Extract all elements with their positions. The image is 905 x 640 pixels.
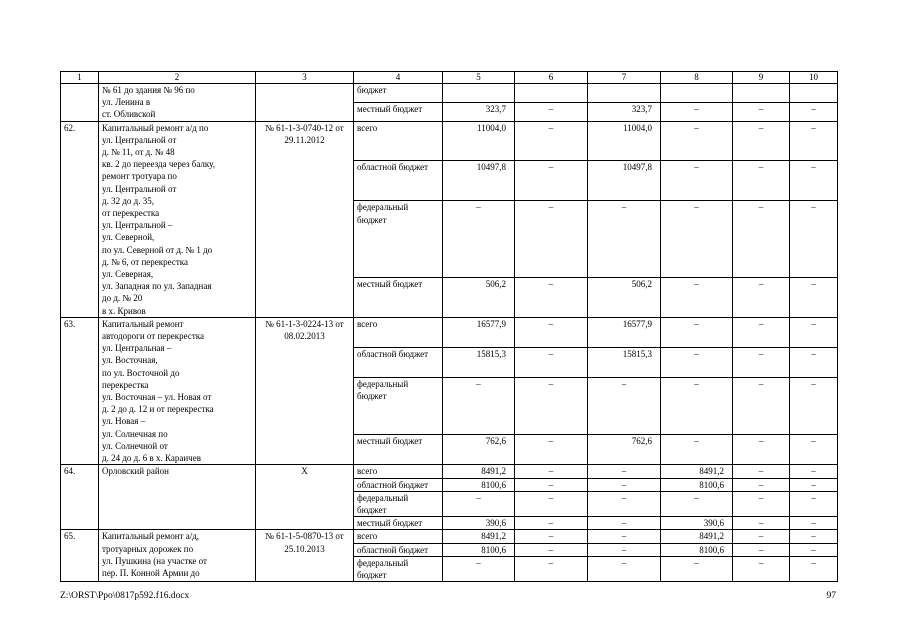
value-cell: – bbox=[733, 317, 790, 347]
value-cell: – bbox=[515, 102, 588, 121]
value-cell: – bbox=[515, 317, 588, 347]
value-cell: – bbox=[588, 478, 661, 491]
value-cell: – bbox=[661, 102, 733, 121]
value-cell bbox=[588, 84, 661, 103]
value-cell: – bbox=[515, 161, 588, 201]
funding-type-cell bbox=[354, 317, 443, 347]
value-cell: – bbox=[515, 435, 588, 465]
text-line: Капитальный ремонт bbox=[102, 318, 184, 329]
text-line: всего bbox=[357, 318, 378, 329]
value-cell: 390,6 bbox=[661, 517, 733, 530]
funding-type-cell: местный бюджет bbox=[354, 102, 443, 121]
value-cell: 8491,2 bbox=[661, 530, 733, 543]
text-line: ул. Центральная – bbox=[102, 343, 172, 354]
text-line: автодороги от перекрестка bbox=[102, 331, 205, 342]
value-cell: 10497,8 bbox=[443, 161, 515, 201]
value-cell: 506,2 bbox=[443, 277, 515, 317]
text-line: всего bbox=[357, 466, 378, 477]
document-cell bbox=[256, 121, 354, 317]
value-cell: – bbox=[515, 543, 588, 556]
value-cell: – bbox=[790, 465, 838, 478]
value-cell: – bbox=[790, 517, 838, 530]
value-cell: – bbox=[515, 347, 588, 377]
column-header: 8 bbox=[661, 72, 733, 84]
budget-table bbox=[60, 71, 838, 582]
value-cell bbox=[443, 84, 515, 103]
text-line: в х. Кривов bbox=[102, 305, 146, 316]
value-cell: – bbox=[790, 530, 838, 543]
table-row bbox=[61, 530, 838, 543]
value-cell: 762,6 bbox=[443, 435, 515, 465]
text-line: ул. Солнечная по bbox=[102, 428, 168, 439]
text-line: местный бюджет bbox=[357, 518, 423, 529]
value-cell: 16577,9 bbox=[588, 317, 661, 347]
column-header: 7 bbox=[588, 72, 661, 84]
value-cell: – bbox=[661, 556, 733, 581]
value-cell: – bbox=[790, 556, 838, 581]
object-name-cell bbox=[99, 530, 256, 582]
text-line: бюджет bbox=[357, 569, 387, 580]
column-header: 6 bbox=[515, 72, 588, 84]
value-cell: – bbox=[733, 377, 790, 435]
document-cell bbox=[256, 317, 354, 464]
text-line: федеральный bbox=[357, 378, 409, 389]
text-line: ул. Пушкина (на участке от bbox=[102, 555, 207, 566]
value-cell: 8100,6 bbox=[443, 478, 515, 491]
text-line: д. 32 до д. 35, bbox=[102, 195, 154, 206]
value-cell: 8100,6 bbox=[661, 478, 733, 491]
value-cell: – bbox=[443, 491, 515, 516]
text-line: Х bbox=[301, 466, 308, 477]
value-cell: 390,6 bbox=[443, 517, 515, 530]
object-name-cell bbox=[99, 121, 256, 317]
value-cell: – bbox=[733, 435, 790, 465]
value-cell: – bbox=[515, 517, 588, 530]
text-line: областной бюджет bbox=[357, 162, 429, 173]
value-cell: – bbox=[790, 491, 838, 516]
text-line: Капитальный ремонт а/д, bbox=[102, 531, 200, 542]
text-line: № 61-1-3-0740-12 от bbox=[265, 122, 344, 133]
value-cell: – bbox=[588, 491, 661, 516]
value-cell: – bbox=[515, 491, 588, 516]
text-line: ул. Солнечной от bbox=[102, 440, 168, 451]
value-cell: – bbox=[515, 377, 588, 435]
column-header: 1 bbox=[61, 72, 99, 84]
text-line: ул. Центральной от bbox=[102, 134, 177, 145]
value-cell: – bbox=[790, 102, 838, 121]
value-cell: – bbox=[790, 277, 838, 317]
value-cell: 762,6 bbox=[588, 435, 661, 465]
page-number: 97 bbox=[826, 591, 836, 601]
funding-type-cell: бюджет bbox=[354, 84, 443, 103]
value-cell: – bbox=[515, 121, 588, 161]
text-line: областной бюджет bbox=[357, 348, 429, 359]
table-row bbox=[61, 121, 838, 161]
value-cell: – bbox=[733, 161, 790, 201]
value-cell: – bbox=[733, 102, 790, 121]
value-cell: – bbox=[661, 491, 733, 516]
value-cell: – bbox=[661, 435, 733, 465]
value-cell: – bbox=[515, 465, 588, 478]
text-line: д. № 6, от перекрестка bbox=[102, 256, 189, 267]
text-line: ул. Северная, bbox=[102, 269, 154, 280]
text-line: пер. П. Конной Армии до bbox=[102, 567, 200, 578]
value-cell: – bbox=[661, 201, 733, 278]
text-line: по ул. Восточной до bbox=[102, 367, 180, 378]
funding-type-cell bbox=[354, 161, 443, 201]
funding-type-cell bbox=[354, 435, 443, 465]
column-header: 2 bbox=[99, 72, 256, 84]
funding-type-cell bbox=[354, 491, 443, 516]
text-line: ул. Восточная – ул. Новая от bbox=[102, 392, 212, 403]
text-line: всего bbox=[357, 122, 378, 133]
value-cell: 8491,2 bbox=[443, 530, 515, 543]
text-line: от перекрестка bbox=[102, 208, 160, 219]
value-cell: – bbox=[661, 161, 733, 201]
value-cell bbox=[790, 84, 838, 103]
text-line: № 61-1-3-0224-13 от bbox=[265, 318, 344, 329]
value-cell: – bbox=[588, 556, 661, 581]
text-line: 08.02.2013 bbox=[284, 331, 325, 342]
value-cell: – bbox=[790, 347, 838, 377]
value-cell: – bbox=[515, 201, 588, 278]
value-cell: – bbox=[790, 317, 838, 347]
text-line: перекрестка bbox=[102, 379, 149, 390]
funding-type-cell bbox=[354, 377, 443, 435]
value-cell: – bbox=[733, 465, 790, 478]
text-line: ул. Западная по ул. Западная bbox=[102, 281, 212, 292]
funding-type-cell bbox=[354, 201, 443, 278]
value-cell: – bbox=[790, 201, 838, 278]
funding-type-cell bbox=[354, 556, 443, 581]
text-line: ст. Обливской bbox=[102, 109, 156, 120]
value-cell: 8491,2 bbox=[661, 465, 733, 478]
value-cell: 506,2 bbox=[588, 277, 661, 317]
value-cell: – bbox=[443, 556, 515, 581]
text-line: местный бюджет bbox=[357, 436, 423, 447]
funding-type-cell bbox=[354, 465, 443, 478]
object-name-cell bbox=[99, 84, 256, 122]
column-header: 5 bbox=[443, 72, 515, 84]
text-line: д. 24 до д. 6 в х. Караичев bbox=[102, 453, 201, 464]
text-line: бюджет bbox=[357, 214, 387, 225]
value-cell: – bbox=[661, 317, 733, 347]
table-row bbox=[61, 465, 838, 478]
value-cell: – bbox=[790, 377, 838, 435]
value-cell: – bbox=[733, 517, 790, 530]
document-cell bbox=[256, 530, 354, 582]
value-cell: – bbox=[588, 377, 661, 435]
table-row bbox=[61, 317, 838, 347]
value-cell: – bbox=[661, 347, 733, 377]
text-line: д. 2 до д. 12 и от перекрестка bbox=[102, 404, 214, 415]
value-cell: – bbox=[733, 530, 790, 543]
value-cell: – bbox=[661, 121, 733, 161]
text-line: № 61 до здания № 96 по bbox=[102, 85, 195, 95]
value-cell bbox=[515, 84, 588, 103]
text-line: Орловский район bbox=[102, 466, 169, 477]
text-line: ул. Ленина в bbox=[102, 97, 151, 108]
value-cell: – bbox=[733, 121, 790, 161]
value-cell: – bbox=[733, 491, 790, 516]
text-line: ул. Новая – bbox=[102, 416, 146, 427]
value-cell: – bbox=[515, 478, 588, 491]
document-cell bbox=[256, 465, 354, 530]
text-line: д. № 11, от д. № 48 bbox=[102, 147, 175, 158]
value-cell: 323,7 bbox=[443, 102, 515, 121]
text-line: 25.10.2013 bbox=[284, 543, 325, 554]
funding-type-cell bbox=[354, 347, 443, 377]
text-line: федеральный bbox=[357, 202, 409, 213]
table-row bbox=[61, 84, 838, 103]
value-cell: 15815,3 bbox=[588, 347, 661, 377]
text-line: ул. Восточная, bbox=[102, 355, 158, 366]
value-cell: – bbox=[790, 121, 838, 161]
value-cell: – bbox=[515, 530, 588, 543]
value-cell: 11004,0 bbox=[588, 121, 661, 161]
column-header: 3 bbox=[256, 72, 354, 84]
column-header: 9 bbox=[733, 72, 790, 84]
text-line: бюджет bbox=[357, 504, 387, 515]
text-line: ремонт тротуара по bbox=[102, 171, 177, 182]
text-line: бюджет bbox=[357, 390, 387, 401]
text-line: федеральный bbox=[357, 557, 409, 568]
text-line: всего bbox=[357, 531, 378, 542]
object-name-cell bbox=[99, 317, 256, 464]
value-cell: – bbox=[443, 201, 515, 278]
value-cell: 8100,6 bbox=[443, 543, 515, 556]
value-cell: 11004,0 bbox=[443, 121, 515, 161]
text-line: кв. 2 до переезда через балку, bbox=[102, 159, 215, 170]
value-cell: 323,7 bbox=[588, 102, 661, 121]
funding-type-cell bbox=[354, 543, 443, 556]
number-cell bbox=[61, 84, 99, 122]
value-cell: – bbox=[790, 161, 838, 201]
column-header: 4 bbox=[354, 72, 443, 84]
value-cell: – bbox=[733, 201, 790, 278]
value-cell: – bbox=[588, 201, 661, 278]
text-line: ул. Северной, bbox=[102, 232, 155, 243]
text-line: местный бюджет bbox=[357, 278, 423, 289]
text-line: № 61-1-5-0870-13 от bbox=[265, 531, 344, 542]
document-cell bbox=[256, 84, 354, 122]
value-cell: – bbox=[588, 530, 661, 543]
funding-type-cell bbox=[354, 478, 443, 491]
value-cell: – bbox=[733, 556, 790, 581]
value-cell: – bbox=[588, 465, 661, 478]
text-line: до д. № 20 bbox=[102, 293, 143, 304]
value-cell bbox=[661, 84, 733, 103]
funding-type-cell bbox=[354, 277, 443, 317]
value-cell: – bbox=[790, 435, 838, 465]
value-cell: 10497,8 bbox=[588, 161, 661, 201]
row-number-cell: 62. bbox=[61, 121, 99, 317]
row-number-cell: 64. bbox=[61, 465, 99, 530]
text-line: областной бюджет bbox=[357, 544, 429, 555]
text-line: по ул. Северной от д. № 1 до bbox=[102, 244, 213, 255]
value-cell: – bbox=[733, 277, 790, 317]
text-line: областной бюджет bbox=[357, 479, 429, 490]
funding-type-cell bbox=[354, 530, 443, 543]
value-cell: – bbox=[733, 347, 790, 377]
value-cell: 8100,6 bbox=[661, 543, 733, 556]
value-cell: – bbox=[588, 543, 661, 556]
value-cell: – bbox=[515, 277, 588, 317]
value-cell: 8491,2 bbox=[443, 465, 515, 478]
funding-type-cell bbox=[354, 121, 443, 161]
text-line: федеральный bbox=[357, 492, 409, 503]
text-line: 29.11.2012 bbox=[284, 134, 325, 145]
value-cell: – bbox=[790, 478, 838, 491]
text-line: тротуарных дорожек по bbox=[102, 543, 194, 554]
header-row bbox=[61, 72, 838, 84]
value-cell: – bbox=[733, 478, 790, 491]
value-cell: – bbox=[443, 377, 515, 435]
value-cell bbox=[733, 84, 790, 103]
value-cell: – bbox=[733, 543, 790, 556]
value-cell: – bbox=[790, 543, 838, 556]
object-name-cell bbox=[99, 465, 256, 530]
text-line: ул. Центральной – bbox=[102, 220, 173, 231]
value-cell: 15815,3 bbox=[443, 347, 515, 377]
row-number-cell: 63. bbox=[61, 317, 99, 464]
value-cell: – bbox=[661, 277, 733, 317]
funding-type-cell bbox=[354, 517, 443, 530]
value-cell: 16577,9 bbox=[443, 317, 515, 347]
text-line: ул. Центральной от bbox=[102, 183, 177, 194]
value-cell: – bbox=[515, 556, 588, 581]
document-path: Z:\ORST\Ppo\0817p592.f16.docx bbox=[60, 591, 190, 601]
value-cell: – bbox=[661, 377, 733, 435]
column-header: 10 bbox=[790, 72, 838, 84]
value-cell: – bbox=[588, 517, 661, 530]
text-line: Капитальный ремонт а/д по bbox=[102, 122, 209, 133]
row-number-cell: 65. bbox=[61, 530, 99, 582]
